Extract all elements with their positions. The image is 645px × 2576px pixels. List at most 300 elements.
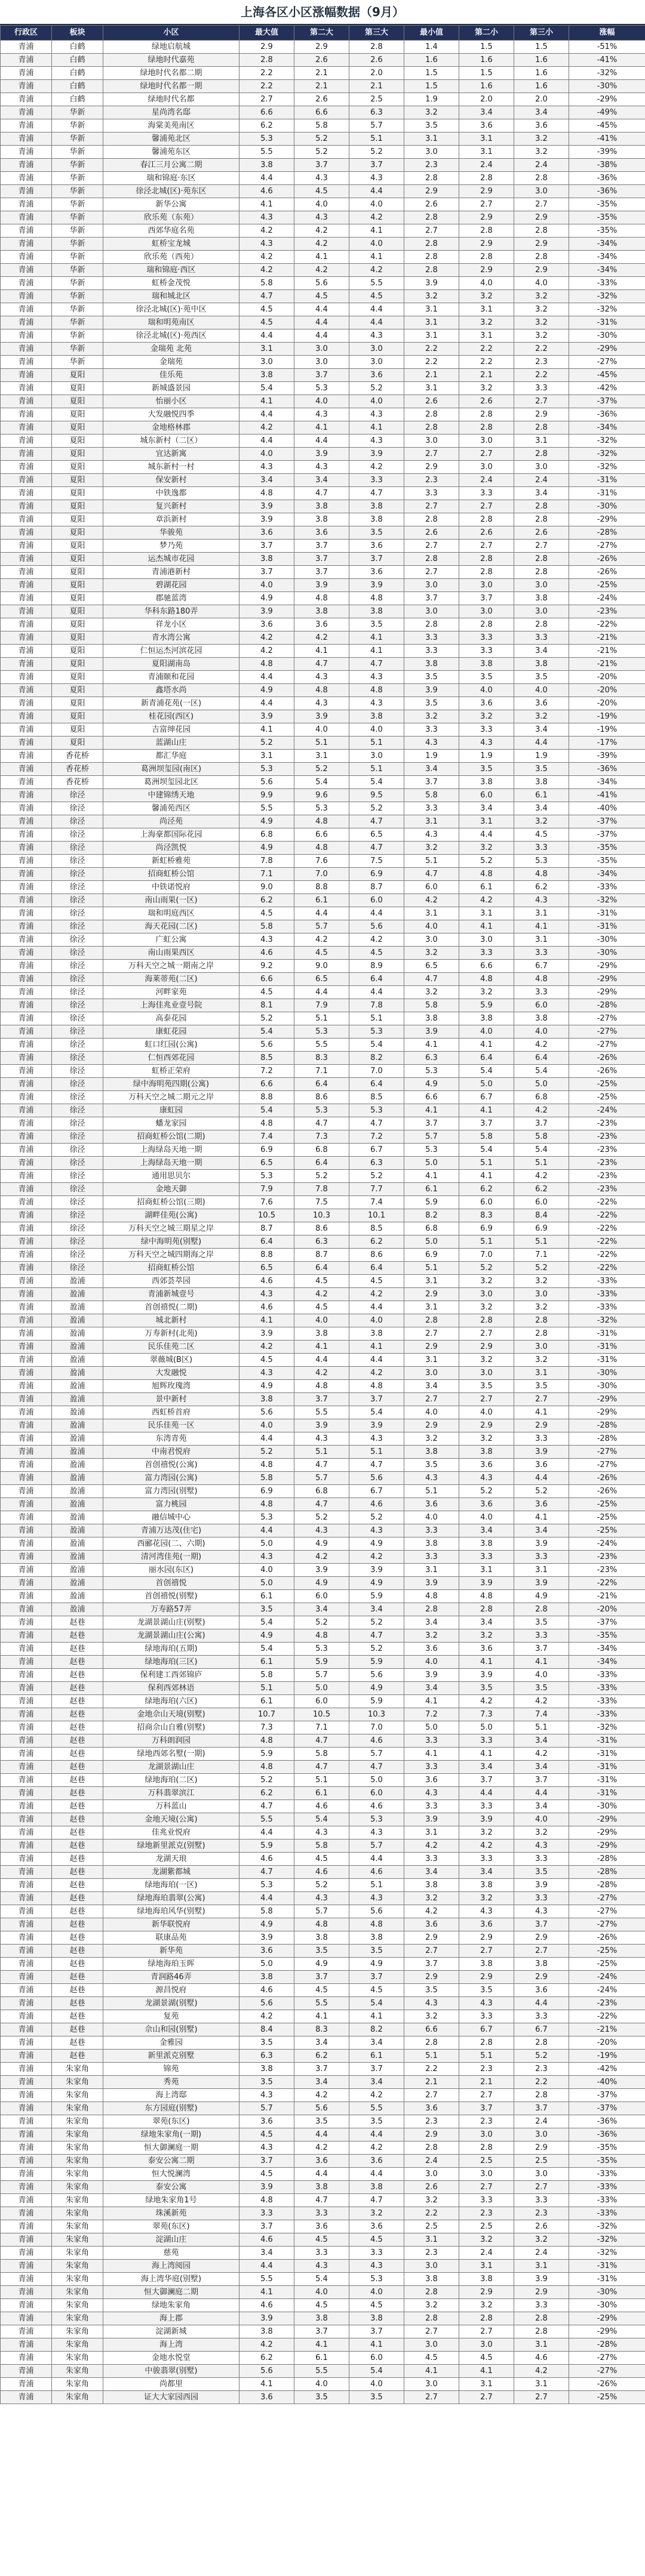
table-row[interactable]: [1, 1839, 645, 1853]
second-max-cell[interactable]: 4.8: [294, 842, 349, 855]
district-cell[interactable]: 青浦: [1, 343, 52, 356]
table-row[interactable]: [1, 828, 645, 842]
third-min-cell[interactable]: 6.0: [514, 999, 569, 1012]
third-max-cell[interactable]: 6.1: [349, 2050, 404, 2063]
change-cell[interactable]: -25%: [569, 1511, 645, 1524]
third-min-cell[interactable]: 2.8: [514, 2036, 569, 2050]
second-max-cell[interactable]: 5.2: [294, 1511, 349, 1524]
min-cell[interactable]: 3.9: [404, 1577, 459, 1590]
community-cell[interactable]: 都汇华庭: [103, 750, 239, 763]
second-min-cell[interactable]: 5.9: [459, 999, 514, 1012]
area-cell[interactable]: 赵巷: [52, 1656, 103, 1669]
district-cell[interactable]: 青浦: [1, 750, 52, 763]
second-max-cell[interactable]: 4.3: [294, 697, 349, 710]
max-cell[interactable]: 3.8: [239, 553, 294, 566]
change-cell[interactable]: -25%: [569, 2391, 645, 2404]
max-cell[interactable]: 3.6: [239, 2391, 294, 2404]
second-max-cell[interactable]: 4.5: [294, 947, 349, 960]
third-max-cell[interactable]: 5.0: [349, 1774, 404, 1787]
second-min-cell[interactable]: 3.6: [459, 1643, 514, 1656]
district-cell[interactable]: 青浦: [1, 1170, 52, 1183]
max-cell[interactable]: 5.6: [239, 1406, 294, 1419]
community-cell[interactable]: 清河湾佳苑(一期): [103, 1551, 239, 1564]
third-min-cell[interactable]: 3.2: [514, 290, 569, 303]
change-cell[interactable]: -32%: [569, 2247, 645, 2260]
third-max-cell[interactable]: 6.4: [349, 1078, 404, 1091]
third-min-cell[interactable]: 2.9: [514, 1419, 569, 1432]
change-cell[interactable]: -31%: [569, 474, 645, 487]
second-max-cell[interactable]: 4.2: [294, 933, 349, 947]
community-cell[interactable]: 河畔家苑: [103, 986, 239, 999]
table-row[interactable]: [1, 763, 645, 776]
area-cell[interactable]: 赵巷: [52, 1695, 103, 1708]
min-cell[interactable]: 3.8: [404, 1879, 459, 1892]
second-max-cell[interactable]: 4.2: [294, 1551, 349, 1564]
max-cell[interactable]: 5.3: [239, 1170, 294, 1183]
third-max-cell[interactable]: 5.7: [349, 1748, 404, 1761]
third-max-cell[interactable]: 4.9: [349, 1958, 404, 1971]
min-cell[interactable]: 2.7: [404, 448, 459, 461]
third-max-cell[interactable]: 5.1: [349, 133, 404, 146]
second-min-cell[interactable]: 2.9: [459, 238, 514, 251]
third-min-cell[interactable]: 1.6: [514, 54, 569, 67]
third-max-cell[interactable]: 2.5: [349, 93, 404, 106]
second-min-cell[interactable]: 3.5: [459, 1682, 514, 1695]
second-min-cell[interactable]: 3.6: [459, 1918, 514, 1931]
table-row[interactable]: [1, 500, 645, 513]
table-row[interactable]: [1, 54, 645, 67]
min-cell[interactable]: 8.2: [404, 1209, 459, 1222]
third-max-cell[interactable]: 4.0: [349, 1314, 404, 1327]
max-cell[interactable]: 6.6: [239, 1078, 294, 1091]
table-row[interactable]: [1, 1301, 645, 1314]
min-cell[interactable]: 2.8: [404, 1603, 459, 1616]
third-max-cell[interactable]: 4.3: [349, 1524, 404, 1537]
third-min-cell[interactable]: 3.0: [514, 2168, 569, 2181]
area-cell[interactable]: 华新: [52, 329, 103, 343]
max-cell[interactable]: 4.3: [239, 1551, 294, 1564]
community-cell[interactable]: 瑞和锦庭·西区: [103, 264, 239, 277]
third-min-cell[interactable]: 3.0: [514, 605, 569, 618]
min-cell[interactable]: 3.2: [404, 986, 459, 999]
change-cell[interactable]: -21%: [569, 658, 645, 671]
table-row[interactable]: [1, 1787, 645, 1800]
max-cell[interactable]: 3.9: [239, 605, 294, 618]
second-max-cell[interactable]: 4.7: [294, 1117, 349, 1130]
second-min-cell[interactable]: 4.1: [459, 1039, 514, 1052]
third-max-cell[interactable]: 5.6: [349, 1472, 404, 1485]
second-max-cell[interactable]: 5.8: [294, 119, 349, 133]
change-cell[interactable]: -23%: [569, 1183, 645, 1196]
change-cell[interactable]: -20%: [569, 2036, 645, 2050]
second-min-cell[interactable]: 3.5: [459, 763, 514, 776]
second-max-cell[interactable]: 3.8: [294, 1327, 349, 1341]
district-cell[interactable]: 青浦: [1, 474, 52, 487]
second-max-cell[interactable]: 7.6: [294, 855, 349, 868]
max-cell[interactable]: 4.4: [239, 1524, 294, 1537]
third-max-cell[interactable]: 8.2: [349, 1052, 404, 1065]
second-max-cell[interactable]: 4.5: [294, 2233, 349, 2247]
second-max-cell[interactable]: 4.4: [294, 1354, 349, 1367]
third-min-cell[interactable]: 4.5: [514, 828, 569, 842]
district-cell[interactable]: 青浦: [1, 2233, 52, 2247]
change-cell[interactable]: -31%: [569, 316, 645, 329]
change-cell[interactable]: -32%: [569, 290, 645, 303]
third-min-cell[interactable]: 3.2: [514, 146, 569, 159]
min-cell[interactable]: 5.7: [404, 1130, 459, 1144]
community-cell[interactable]: 恒大御澜庭一期: [103, 2141, 239, 2155]
community-cell[interactable]: 夏阳湖南岛: [103, 658, 239, 671]
area-cell[interactable]: 朱家角: [52, 2391, 103, 2404]
table-row[interactable]: [1, 2010, 645, 2023]
change-cell[interactable]: -27%: [569, 1025, 645, 1039]
third-max-cell[interactable]: 4.5: [349, 2299, 404, 2312]
third-max-cell[interactable]: 3.5: [349, 1945, 404, 1958]
district-cell[interactable]: 青浦: [1, 1524, 52, 1537]
second-min-cell[interactable]: 4.8: [459, 1590, 514, 1603]
area-cell[interactable]: 夏阳: [52, 710, 103, 723]
area-cell[interactable]: 朱家角: [52, 2220, 103, 2233]
community-cell[interactable]: 锦苑: [103, 2063, 239, 2076]
min-cell[interactable]: 3.4: [404, 1682, 459, 1695]
second-max-cell[interactable]: 4.5: [294, 1275, 349, 1288]
third-min-cell[interactable]: 3.3: [514, 1853, 569, 1866]
third-max-cell[interactable]: 3.8: [349, 710, 404, 723]
community-cell[interactable]: 新华联悦府: [103, 1918, 239, 1931]
third-min-cell[interactable]: 5.8: [514, 1130, 569, 1144]
max-cell[interactable]: 2.2: [239, 67, 294, 80]
district-cell[interactable]: 青浦: [1, 106, 52, 119]
third-max-cell[interactable]: 5.1: [349, 737, 404, 750]
second-max-cell[interactable]: 8.7: [294, 1249, 349, 1262]
min-cell[interactable]: 3.1: [404, 1826, 459, 1839]
second-min-cell[interactable]: 2.7: [459, 500, 514, 513]
max-cell[interactable]: 6.4: [239, 1235, 294, 1249]
area-cell[interactable]: 盈浦: [52, 1327, 103, 1341]
area-cell[interactable]: 徐泾: [52, 1039, 103, 1052]
min-cell[interactable]: 3.2: [404, 1432, 459, 1446]
district-cell[interactable]: 青浦: [1, 2325, 52, 2338]
min-cell[interactable]: 3.5: [404, 1984, 459, 1997]
district-cell[interactable]: 青浦: [1, 1931, 52, 1945]
second-min-cell[interactable]: 3.0: [459, 1288, 514, 1301]
second-max-cell[interactable]: 4.5: [294, 2299, 349, 2312]
max-cell[interactable]: 3.1: [239, 750, 294, 763]
second-min-cell[interactable]: 3.8: [459, 1012, 514, 1025]
third-min-cell[interactable]: 2.7: [514, 540, 569, 553]
second-min-cell[interactable]: 6.1: [459, 881, 514, 894]
second-min-cell[interactable]: 6.0: [459, 789, 514, 802]
max-cell[interactable]: 8.5: [239, 1052, 294, 1065]
change-cell[interactable]: -33%: [569, 1275, 645, 1288]
second-min-cell[interactable]: 3.4: [459, 1866, 514, 1879]
second-min-cell[interactable]: 6.7: [459, 2023, 514, 2036]
area-cell[interactable]: 夏阳: [52, 631, 103, 645]
second-max-cell[interactable]: 5.2: [294, 146, 349, 159]
table-row[interactable]: [1, 1958, 645, 1971]
third-max-cell[interactable]: 5.4: [349, 776, 404, 789]
table-row[interactable]: [1, 461, 645, 474]
community-cell[interactable]: 海上郡: [103, 2312, 239, 2325]
change-cell[interactable]: -34%: [569, 1656, 645, 1669]
min-cell[interactable]: 3.0: [404, 146, 459, 159]
area-cell[interactable]: 盈浦: [52, 1301, 103, 1314]
district-cell[interactable]: 青浦: [1, 999, 52, 1012]
second-max-cell[interactable]: 4.5: [294, 1301, 349, 1314]
second-min-cell[interactable]: 3.2: [459, 1275, 514, 1288]
area-cell[interactable]: 盈浦: [52, 1551, 103, 1564]
second-max-cell[interactable]: 5.7: [294, 1905, 349, 1918]
community-cell[interactable]: 蟠龙家园: [103, 1117, 239, 1130]
second-min-cell[interactable]: 3.3: [459, 487, 514, 500]
table-row[interactable]: [1, 1800, 645, 1813]
district-cell[interactable]: 青浦: [1, 2391, 52, 2404]
community-cell[interactable]: 招商佘山自雅(别墅): [103, 1721, 239, 1734]
third-max-cell[interactable]: 4.7: [349, 1459, 404, 1472]
area-cell[interactable]: 赵巷: [52, 2050, 103, 2063]
third-max-cell[interactable]: 4.4: [349, 316, 404, 329]
third-max-cell[interactable]: 4.0: [349, 723, 404, 737]
district-cell[interactable]: 青浦: [1, 2312, 52, 2325]
third-max-cell[interactable]: 3.8: [349, 1931, 404, 1945]
table-row[interactable]: [1, 526, 645, 540]
community-cell[interactable]: 中骏翡翠(别墅): [103, 2365, 239, 2378]
change-cell[interactable]: -31%: [569, 487, 645, 500]
district-cell[interactable]: 青浦: [1, 1971, 52, 1984]
third-max-cell[interactable]: 4.3: [349, 1892, 404, 1905]
community-cell[interactable]: 青水湾公寓: [103, 631, 239, 645]
second-max-cell[interactable]: 6.8: [294, 1144, 349, 1157]
min-cell[interactable]: 1.5: [404, 80, 459, 93]
second-max-cell[interactable]: 3.0: [294, 343, 349, 356]
third-min-cell[interactable]: 3.9: [514, 1446, 569, 1459]
district-cell[interactable]: 青浦: [1, 1721, 52, 1734]
second-min-cell[interactable]: 3.6: [459, 1459, 514, 1472]
min-cell[interactable]: 3.2: [404, 710, 459, 723]
second-min-cell[interactable]: 4.8: [459, 973, 514, 986]
third-min-cell[interactable]: 5.4: [514, 1065, 569, 1078]
second-min-cell[interactable]: 2.6: [459, 395, 514, 408]
third-min-cell[interactable]: 2.6: [514, 526, 569, 540]
max-cell[interactable]: 3.7: [239, 566, 294, 579]
area-cell[interactable]: 徐泾: [52, 1012, 103, 1025]
area-cell[interactable]: 朱家角: [52, 2089, 103, 2102]
min-cell[interactable]: 3.7: [404, 1958, 459, 1971]
table-row[interactable]: [1, 605, 645, 618]
district-cell[interactable]: 青浦: [1, 1511, 52, 1524]
table-row[interactable]: [1, 1643, 645, 1656]
table-row[interactable]: [1, 1918, 645, 1931]
area-cell[interactable]: 华新: [52, 251, 103, 264]
second-min-cell[interactable]: 4.1: [459, 2365, 514, 2378]
second-min-cell[interactable]: 2.2: [459, 343, 514, 356]
district-cell[interactable]: 青浦: [1, 316, 52, 329]
second-max-cell[interactable]: 3.3: [294, 2247, 349, 2260]
second-min-cell[interactable]: 4.0: [459, 277, 514, 290]
min-cell[interactable]: 2.9: [404, 1419, 459, 1432]
change-cell[interactable]: -30%: [569, 80, 645, 93]
third-max-cell[interactable]: 3.6: [349, 540, 404, 553]
area-cell[interactable]: 夏阳: [52, 435, 103, 448]
second-max-cell[interactable]: 3.8: [294, 1931, 349, 1945]
second-min-cell[interactable]: 2.8: [459, 566, 514, 579]
district-cell[interactable]: 青浦: [1, 2036, 52, 2050]
change-cell[interactable]: -28%: [569, 1432, 645, 1446]
max-cell[interactable]: 4.4: [239, 2260, 294, 2273]
third-min-cell[interactable]: 2.8: [514, 251, 569, 264]
third-max-cell[interactable]: 4.9: [349, 1682, 404, 1695]
third-min-cell[interactable]: 3.4: [514, 1800, 569, 1813]
max-cell[interactable]: 4.3: [239, 933, 294, 947]
min-cell[interactable]: 4.0: [404, 1511, 459, 1524]
min-cell[interactable]: 3.3: [404, 723, 459, 737]
third-min-cell[interactable]: 3.2: [514, 303, 569, 316]
second-min-cell[interactable]: 2.9: [459, 1419, 514, 1432]
community-cell[interactable]: 招商虹桥公馆(三期): [103, 1196, 239, 1209]
min-cell[interactable]: 2.9: [404, 2128, 459, 2141]
table-row[interactable]: [1, 1196, 645, 1209]
community-cell[interactable]: 瑞和锦庭·东区: [103, 172, 239, 185]
second-max-cell[interactable]: 3.9: [294, 448, 349, 461]
area-cell[interactable]: 盈浦: [52, 1511, 103, 1524]
community-cell[interactable]: 绿地海珀玉晖: [103, 1958, 239, 1971]
district-cell[interactable]: 青浦: [1, 1643, 52, 1656]
area-cell[interactable]: 赵巷: [52, 1853, 103, 1866]
min-cell[interactable]: 3.2: [404, 106, 459, 119]
third-max-cell[interactable]: 2.1: [349, 80, 404, 93]
table-row[interactable]: [1, 1170, 645, 1183]
third-max-cell[interactable]: 5.3: [349, 1813, 404, 1826]
community-cell[interactable]: 富力湾园(别墅): [103, 1485, 239, 1498]
area-cell[interactable]: 赵巷: [52, 1839, 103, 1853]
third-min-cell[interactable]: 3.5: [514, 763, 569, 776]
second-max-cell[interactable]: 3.9: [294, 710, 349, 723]
second-min-cell[interactable]: 1.5: [459, 41, 514, 54]
second-max-cell[interactable]: 4.4: [294, 329, 349, 343]
change-cell[interactable]: -19%: [569, 723, 645, 737]
community-cell[interactable]: 金地水悦堂: [103, 2352, 239, 2365]
second-min-cell[interactable]: 3.6: [459, 1498, 514, 1511]
area-cell[interactable]: 夏阳: [52, 671, 103, 684]
district-cell[interactable]: 青浦: [1, 1196, 52, 1209]
area-cell[interactable]: 华新: [52, 159, 103, 172]
second-min-cell[interactable]: 6.2: [459, 1183, 514, 1196]
max-cell[interactable]: 8.7: [239, 1222, 294, 1235]
community-cell[interactable]: 宜达新寓: [103, 448, 239, 461]
third-max-cell[interactable]: 4.2: [349, 1367, 404, 1380]
max-cell[interactable]: 5.8: [239, 1472, 294, 1485]
min-cell[interactable]: 2.8: [404, 2286, 459, 2299]
second-min-cell[interactable]: 4.4: [459, 1787, 514, 1800]
second-min-cell[interactable]: 4.3: [459, 737, 514, 750]
third-max-cell[interactable]: 3.9: [349, 1419, 404, 1432]
change-cell[interactable]: -22%: [569, 1262, 645, 1275]
change-cell[interactable]: -31%: [569, 1761, 645, 1774]
min-cell[interactable]: 2.7: [404, 540, 459, 553]
min-cell[interactable]: 3.2: [404, 2299, 459, 2312]
change-cell[interactable]: -27%: [569, 1459, 645, 1472]
second-max-cell[interactable]: 3.8: [294, 500, 349, 513]
community-cell[interactable]: 海天花园(二区): [103, 920, 239, 933]
third-max-cell[interactable]: 4.4: [349, 303, 404, 316]
third-max-cell[interactable]: 6.2: [349, 1235, 404, 1249]
third-min-cell[interactable]: 2.4: [514, 159, 569, 172]
table-row[interactable]: [1, 1590, 645, 1603]
min-cell[interactable]: 3.1: [404, 1354, 459, 1367]
second-min-cell[interactable]: 3.2: [459, 710, 514, 723]
third-max-cell[interactable]: 5.1: [349, 1446, 404, 1459]
community-cell[interactable]: 万寿新村(北苑): [103, 1327, 239, 1341]
max-cell[interactable]: 4.8: [239, 487, 294, 500]
community-cell[interactable]: 绿地海珀翡翠(公寓): [103, 1892, 239, 1905]
min-cell[interactable]: 4.1: [404, 1104, 459, 1117]
min-cell[interactable]: 2.9: [404, 1931, 459, 1945]
district-cell[interactable]: 青浦: [1, 1235, 52, 1249]
third-min-cell[interactable]: 6.8: [514, 1091, 569, 1104]
area-cell[interactable]: 华新: [52, 133, 103, 146]
table-row[interactable]: [1, 172, 645, 185]
max-cell[interactable]: 5.4: [239, 1643, 294, 1656]
min-cell[interactable]: 3.6: [404, 1774, 459, 1787]
table-row[interactable]: [1, 2338, 645, 2352]
change-cell[interactable]: -37%: [569, 1616, 645, 1629]
table-row[interactable]: [1, 697, 645, 710]
second-min-cell[interactable]: 1.6: [459, 80, 514, 93]
min-cell[interactable]: 2.7: [404, 1945, 459, 1958]
min-cell[interactable]: 3.6: [404, 2102, 459, 2115]
community-cell[interactable]: 尚都里: [103, 2378, 239, 2391]
second-min-cell[interactable]: 3.3: [459, 631, 514, 645]
district-cell[interactable]: 青浦: [1, 697, 52, 710]
community-cell[interactable]: 高泰花园: [103, 1012, 239, 1025]
community-cell[interactable]: 西郊华庭名苑: [103, 224, 239, 238]
community-cell[interactable]: 招商虹桥公馆(二期): [103, 1130, 239, 1144]
third-max-cell[interactable]: 5.3: [349, 1104, 404, 1117]
district-cell[interactable]: 青浦: [1, 1839, 52, 1853]
community-cell[interactable]: 保利建工西郊锦庐: [103, 1669, 239, 1682]
district-cell[interactable]: 青浦: [1, 1419, 52, 1432]
min-cell[interactable]: 2.8: [404, 172, 459, 185]
second-min-cell[interactable]: 3.2: [459, 1826, 514, 1839]
second-max-cell[interactable]: 4.7: [294, 1459, 349, 1472]
second-min-cell[interactable]: 3.8: [459, 1958, 514, 1971]
change-cell[interactable]: -17%: [569, 737, 645, 750]
table-row[interactable]: [1, 2181, 645, 2194]
third-max-cell[interactable]: 4.1: [349, 224, 404, 238]
change-cell[interactable]: -22%: [569, 618, 645, 631]
change-cell[interactable]: -35%: [569, 855, 645, 868]
min-cell[interactable]: 3.0: [404, 933, 459, 947]
community-cell[interactable]: 招商虹桥公馆: [103, 868, 239, 881]
change-cell[interactable]: -32%: [569, 67, 645, 80]
table-row[interactable]: [1, 2036, 645, 2050]
area-cell[interactable]: 夏阳: [52, 408, 103, 421]
community-cell[interactable]: 通用思贝尔: [103, 1170, 239, 1183]
second-min-cell[interactable]: 3.1: [459, 133, 514, 146]
min-cell[interactable]: 2.2: [404, 343, 459, 356]
max-cell[interactable]: 5.9: [239, 1748, 294, 1761]
table-row[interactable]: [1, 802, 645, 815]
area-cell[interactable]: 徐泾: [52, 1091, 103, 1104]
third-max-cell[interactable]: 2.8: [349, 41, 404, 54]
community-cell[interactable]: 万科翡翠滨江: [103, 1787, 239, 1800]
third-min-cell[interactable]: 2.8: [514, 2325, 569, 2338]
second-min-cell[interactable]: 2.9: [459, 264, 514, 277]
third-min-cell[interactable]: 5.1: [514, 1235, 569, 1249]
second-min-cell[interactable]: 3.2: [459, 382, 514, 395]
table-row[interactable]: [1, 382, 645, 395]
community-cell[interactable]: 新华苑: [103, 1945, 239, 1958]
